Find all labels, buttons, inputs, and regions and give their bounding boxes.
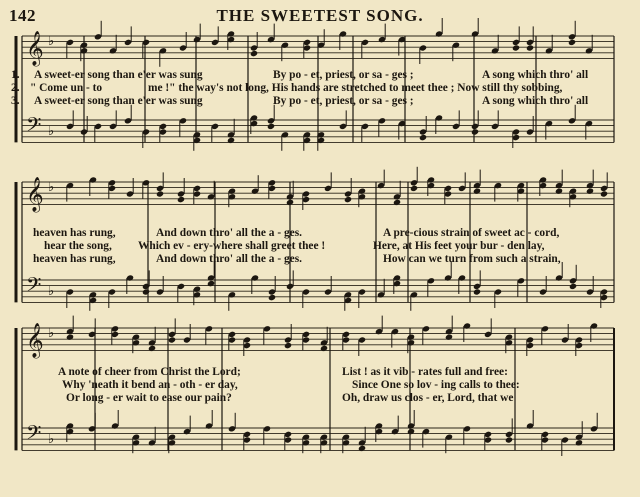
note-head bbox=[586, 188, 594, 195]
flat-icon: ♭ bbox=[48, 124, 55, 139]
lyric-segment: List ! as it vib - rates full and free: bbox=[342, 366, 508, 378]
lyric-segment: A pre-cious strain of sweet ac - cord, bbox=[383, 227, 560, 239]
lyric-segment: Which ev - ery-where shall greet thee ! bbox=[138, 240, 326, 252]
verse-number: 2. bbox=[11, 82, 20, 94]
note-head bbox=[473, 288, 481, 295]
note-head bbox=[393, 199, 401, 206]
lyric-segment: hear the song, bbox=[44, 240, 112, 252]
lyric-segment: A song which thro' all bbox=[482, 95, 589, 107]
lyric-line bbox=[0, 95, 640, 108]
lyric-line bbox=[0, 69, 640, 82]
bass-clef-icon: 𝄢 bbox=[26, 273, 42, 301]
note-head bbox=[419, 134, 427, 141]
note-head bbox=[575, 439, 583, 446]
note-head bbox=[471, 128, 479, 135]
lyric-line bbox=[0, 366, 640, 379]
page-number: 142 bbox=[9, 6, 36, 25]
note-head bbox=[177, 196, 185, 203]
lyric-segment: heaven has rung, bbox=[33, 227, 116, 239]
note-head bbox=[407, 428, 415, 435]
lyric-segment: A sweet-er song than e'er was sung bbox=[34, 69, 203, 81]
note-head bbox=[600, 190, 608, 197]
treble-clef-icon: 𝄞 bbox=[26, 323, 44, 358]
note-head bbox=[473, 188, 481, 195]
note-head bbox=[268, 294, 276, 301]
lyric-segment: A sweet-er song than e'er was sung bbox=[34, 95, 203, 107]
lyric-segment: me !" the way's not long, His hands are stretched to meet thee ; Now still thy sobbing, bbox=[148, 82, 563, 94]
lyric-segment: heaven has rung, bbox=[33, 253, 116, 265]
note-head bbox=[358, 445, 366, 452]
note-head bbox=[267, 123, 275, 130]
note-head bbox=[526, 44, 534, 51]
lyric-segment: Or long - er wait to ease our pain? bbox=[66, 392, 232, 404]
treble-clef-icon: 𝄞 bbox=[26, 31, 44, 66]
note-head bbox=[555, 188, 563, 195]
note-head bbox=[344, 196, 352, 203]
note-head bbox=[227, 137, 235, 144]
note-head bbox=[568, 39, 576, 46]
lyric-line bbox=[0, 392, 640, 405]
note-head bbox=[142, 288, 150, 295]
lyric-line bbox=[0, 227, 640, 240]
lyric-segment: " Come un - to bbox=[30, 82, 103, 94]
flat-icon: ♭ bbox=[48, 180, 55, 195]
lyric-line bbox=[0, 82, 640, 95]
lyric-segment: By po - et, priest, or sa - ges ; bbox=[273, 95, 414, 107]
lyric-segment: Oh, draw us clos - er, Lord, that we bbox=[342, 392, 514, 404]
lyric-segment: A note of cheer from Christ the Lord; bbox=[58, 366, 241, 378]
lyric-line bbox=[0, 253, 640, 266]
lyric-line bbox=[0, 240, 640, 253]
flat-icon: ♭ bbox=[48, 432, 55, 447]
flat-icon: ♭ bbox=[48, 34, 55, 49]
lyric-segment: By po - et, priest, or sa - ges ; bbox=[273, 69, 414, 81]
note-head bbox=[156, 190, 164, 197]
note-head bbox=[320, 345, 328, 352]
note-head bbox=[168, 336, 176, 343]
lyric-segment: And down thro' all the a - ges. bbox=[156, 253, 302, 265]
note-head bbox=[250, 50, 258, 57]
treble-clef-icon: 𝄞 bbox=[26, 177, 44, 212]
flat-icon: ♭ bbox=[48, 284, 55, 299]
note-head bbox=[148, 345, 156, 352]
verse-number: 3. bbox=[11, 95, 20, 107]
lyric-segment: Why 'neath it bend an - oth - er day, bbox=[62, 379, 238, 391]
note-head bbox=[66, 334, 74, 341]
note-head bbox=[569, 283, 577, 290]
verse-number: 1. bbox=[11, 69, 20, 81]
lyric-segment: And down thro' all the a - ges. bbox=[156, 227, 302, 239]
bass-clef-icon: 𝄢 bbox=[26, 113, 42, 141]
note-head bbox=[286, 199, 294, 206]
note-head bbox=[410, 185, 418, 192]
lyric-line bbox=[0, 379, 640, 392]
hymn-title: THE SWEETEST SONG. bbox=[216, 6, 424, 25]
note-head bbox=[284, 342, 292, 349]
lyric-segment: A song which thro' all bbox=[482, 69, 589, 81]
note-head bbox=[505, 436, 513, 443]
lyric-segment: How can we turn from such a strain, bbox=[383, 253, 561, 265]
flat-icon: ♭ bbox=[48, 326, 55, 341]
bass-clef-icon: 𝄢 bbox=[26, 421, 42, 449]
note-head bbox=[207, 280, 215, 287]
lyric-segment: Since One so lov - ing calls to thee: bbox=[352, 379, 520, 391]
lyric-segment: Here, at His feet your bur - den lay, bbox=[373, 240, 545, 252]
note-head bbox=[512, 44, 520, 51]
note-head bbox=[445, 334, 453, 341]
